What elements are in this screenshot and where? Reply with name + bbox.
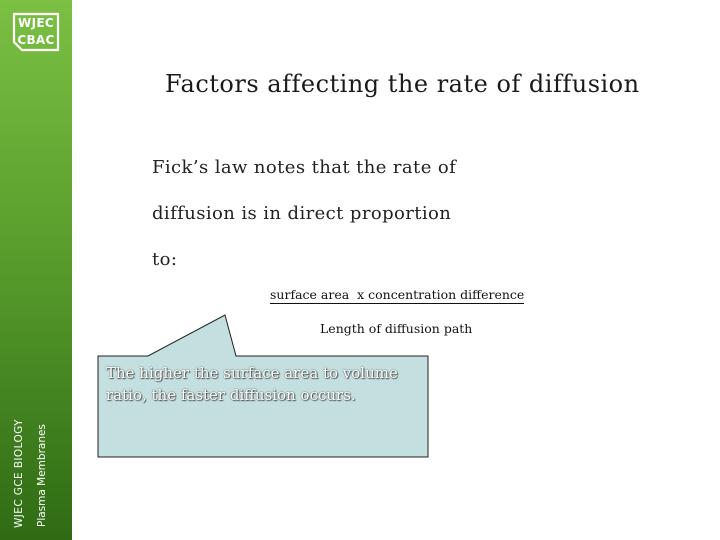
course-label: WJEC GCE BIOLOGY: [13, 419, 25, 528]
slide-title: Factors affecting the rate of diffusion: [165, 70, 640, 98]
logo-text-line2: CBAC: [17, 33, 55, 47]
formula-denominator: Length of diffusion path: [320, 321, 473, 336]
callout-text: The higher the surface area to volume ratio, the faster diffusion occurs.: [106, 364, 398, 404]
formula-numerator: surface area x concentration difference: [270, 287, 525, 302]
logo-text-line1: WJEC: [18, 16, 54, 30]
body-line: to:: [152, 249, 178, 270]
body-line: diffusion is in direct proportion: [152, 203, 452, 224]
body-line: Fick’s law notes that the rate of: [152, 157, 457, 178]
topic-label: Plasma Membranes: [36, 424, 48, 527]
